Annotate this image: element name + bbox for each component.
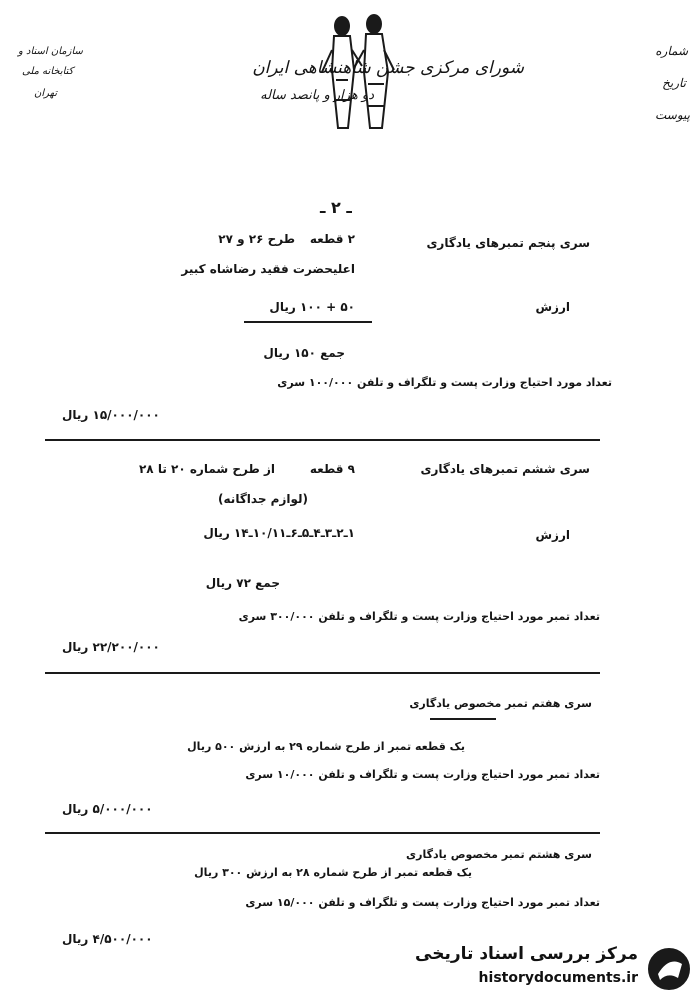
series-5-quantity-note: تعداد مورد احتیاج وزارت پست و تلگراف و تلفن ۱۰۰/۰۰۰ سری — [277, 376, 612, 389]
field-date-label: تاریخ — [662, 76, 686, 90]
divider-2 — [45, 672, 600, 674]
watermark-title: مرکز بررسی اسناد تاریخی — [415, 944, 638, 964]
field-attachment-label: پیوست — [655, 108, 690, 122]
series-6-sum: ۲۲/۲۰۰/۰۰۰ ریال — [62, 640, 160, 654]
council-name: شورای مرکزی جشن شاهنشاهی ایران — [252, 58, 524, 78]
series-6-values: ۱ـ۲ـ۳ـ۴ـ۵ـ۶ـ۱۰/۱۱ـ۱۴ ریال — [203, 526, 355, 540]
series-5-subject: اعلیحضرت فقید رضاشاه کبیر — [181, 262, 355, 276]
page-number: ـ ۲ ـ — [320, 198, 352, 217]
series-6-value-label: ارزش — [535, 528, 570, 542]
series-6-quantity-note: تعداد تمبر مورد احتیاج وزارت پست و تلگراف و تلفن ۳۰۰/۰۰۰ سری — [238, 610, 600, 623]
left-note-line-2: کتابخانه ملی — [22, 66, 74, 77]
series-5-sum: ۱۵/۰۰۰/۰۰۰ ریال — [62, 408, 160, 422]
archive-seal-icon — [644, 944, 694, 994]
field-number-label: شماره — [655, 44, 688, 58]
series-5-values: ۵۰ + ۱۰۰ ریال — [269, 300, 355, 314]
series-5-count: ۲ قطعه — [309, 232, 355, 246]
series-5-design: طرح ۲۶ و ۲۷ — [218, 232, 295, 246]
series-8-sum: ۴/۵۰۰/۰۰۰ ریال — [62, 932, 153, 946]
series-6-design: از طرح شماره ۲۰ تا ۲۸ — [138, 462, 275, 476]
series-7-title: سری هفتم تمبر مخصوص یادگاری — [409, 697, 592, 710]
series-5-title: سری پنجم تمبرهای یادگاری — [426, 236, 590, 250]
series-8-title: سری هشتم تمبر مخصوص یادگاری — [406, 848, 592, 861]
left-note-line-3: تهران — [34, 88, 58, 99]
series-7-line-1: یک قطعه تمبر از طرح شماره ۲۹ به ارزش ۵۰۰ ریال — [187, 740, 465, 753]
series-6-total: جمع ۷۲ ریال — [205, 576, 280, 590]
watermark-url: historydocuments.ir — [478, 970, 638, 986]
divider-1 — [45, 439, 600, 441]
archive-watermark — [405, 938, 700, 1003]
series-8-line-1: یک قطعه تمبر از طرح شماره ۲۸ به ارزش ۳۰۰ ریال — [194, 866, 472, 879]
series-5-value-label: ارزش — [535, 300, 570, 314]
series-6-subject: (لوازم جداگانه) — [218, 492, 308, 506]
series-7-quantity-note: تعداد تمبر مورد احتیاج وزارت پست و تلگراف و تلفن ۱۰/۰۰۰ سری — [245, 768, 600, 781]
series-6-title: سری ششم تمبرهای یادگاری — [420, 462, 590, 476]
left-note-line-1: سازمان اسناد و — [18, 46, 83, 57]
divider-3 — [45, 832, 600, 834]
series-8-quantity-note: تعداد تمبر مورد احتیاج وزارت پست و تلگراف و تلفن ۱۵/۰۰۰ سری — [245, 896, 600, 909]
council-subtitle: دو هزار و پانصد ساله — [260, 88, 374, 103]
series-7-title-underline — [430, 718, 496, 720]
series-7-sum: ۵/۰۰۰/۰۰۰ ریال — [62, 802, 153, 816]
series-5-value-underline — [244, 321, 372, 323]
series-6-count: ۹ قطعه — [309, 462, 355, 476]
series-5-total: جمع ۱۵۰ ریال — [263, 346, 345, 360]
